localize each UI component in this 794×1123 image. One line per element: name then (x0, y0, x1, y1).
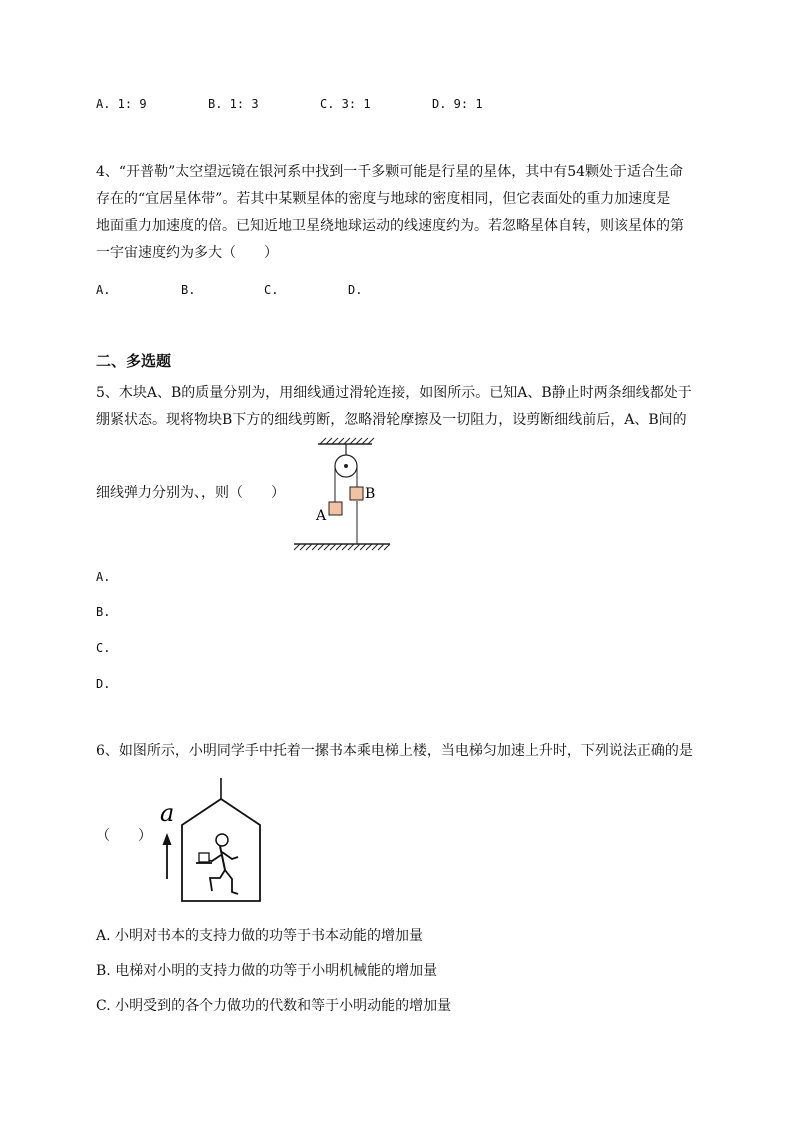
q5-option-d: D. (96, 677, 111, 691)
q4-option-d: D. (348, 283, 363, 297)
q3-option-c: C. 3: 1 (320, 97, 371, 111)
q3-option-a: A. 1: 9 (96, 97, 147, 111)
q6-line-2: （ ） (96, 828, 152, 844)
q5-line-3: 细线弹力分别为、，则（ ） (96, 485, 285, 501)
block-b-label: B (365, 486, 376, 502)
q6-line-1: 6、如图所示，小明同学手中托着一摞书本乘电梯上楼，当电梯匀加速上升时，下列说法正确的是 (96, 743, 693, 759)
q3-option-d: D. 9: 1 (432, 97, 483, 111)
q5-line-1: 5、木块A、B的质量分别为，用细线通过滑轮连接，如图所示。已知A、B静止时两条细线都处于 (96, 385, 692, 401)
pulley-diagram (290, 436, 400, 551)
q4-option-a: A. (96, 283, 111, 297)
q4-line-4: 一宇宙速度约为多大（ ） (96, 245, 278, 261)
acceleration-label: a (160, 799, 175, 827)
q5-option-b: B. (96, 605, 111, 619)
q6-option-b: B. 电梯对小明的支持力做的功等于小明机械能的增加量 (96, 963, 438, 979)
q3-option-b: B. 1: 3 (208, 97, 259, 111)
q5-option-a: A. (96, 570, 111, 584)
q6-option-c: C. 小明受到的各个力做功的代数和等于小明动能的增加量 (96, 998, 452, 1014)
q6-option-a: A. 小明对书本的支持力做的功等于书本动能的增加量 (96, 928, 424, 944)
q4-option-b: B. (181, 283, 196, 297)
elevator-diagram (150, 775, 265, 905)
q4-line-3: 地面重力加速度的倍。已知近地卫星绕地球运动的线速度约为。若忽略星体自转，则该星体的第 (96, 218, 684, 234)
block-a-label: A (316, 508, 327, 524)
q4-line-2: 存在的“宜居星体带”。若其中某颗星体的密度与地球的密度相同，但它表面处的重力加速度是 (96, 191, 671, 207)
q5-line-2: 绷紧状态。现将物块B下方的细线剪断，忽略滑轮摩擦及一切阻力，设剪断细线前后，A、B间的 (96, 412, 687, 428)
q4-line-1: 4、“开普勒”太空望远镜在银河系中找到一千多颗可能是行星的星体，其中有54颗处于适合生命 (96, 164, 684, 180)
section-title-multiple-choice: 二、多选题 (96, 352, 172, 370)
q4-option-c: C. (264, 283, 279, 297)
q5-option-c: C. (96, 641, 111, 655)
